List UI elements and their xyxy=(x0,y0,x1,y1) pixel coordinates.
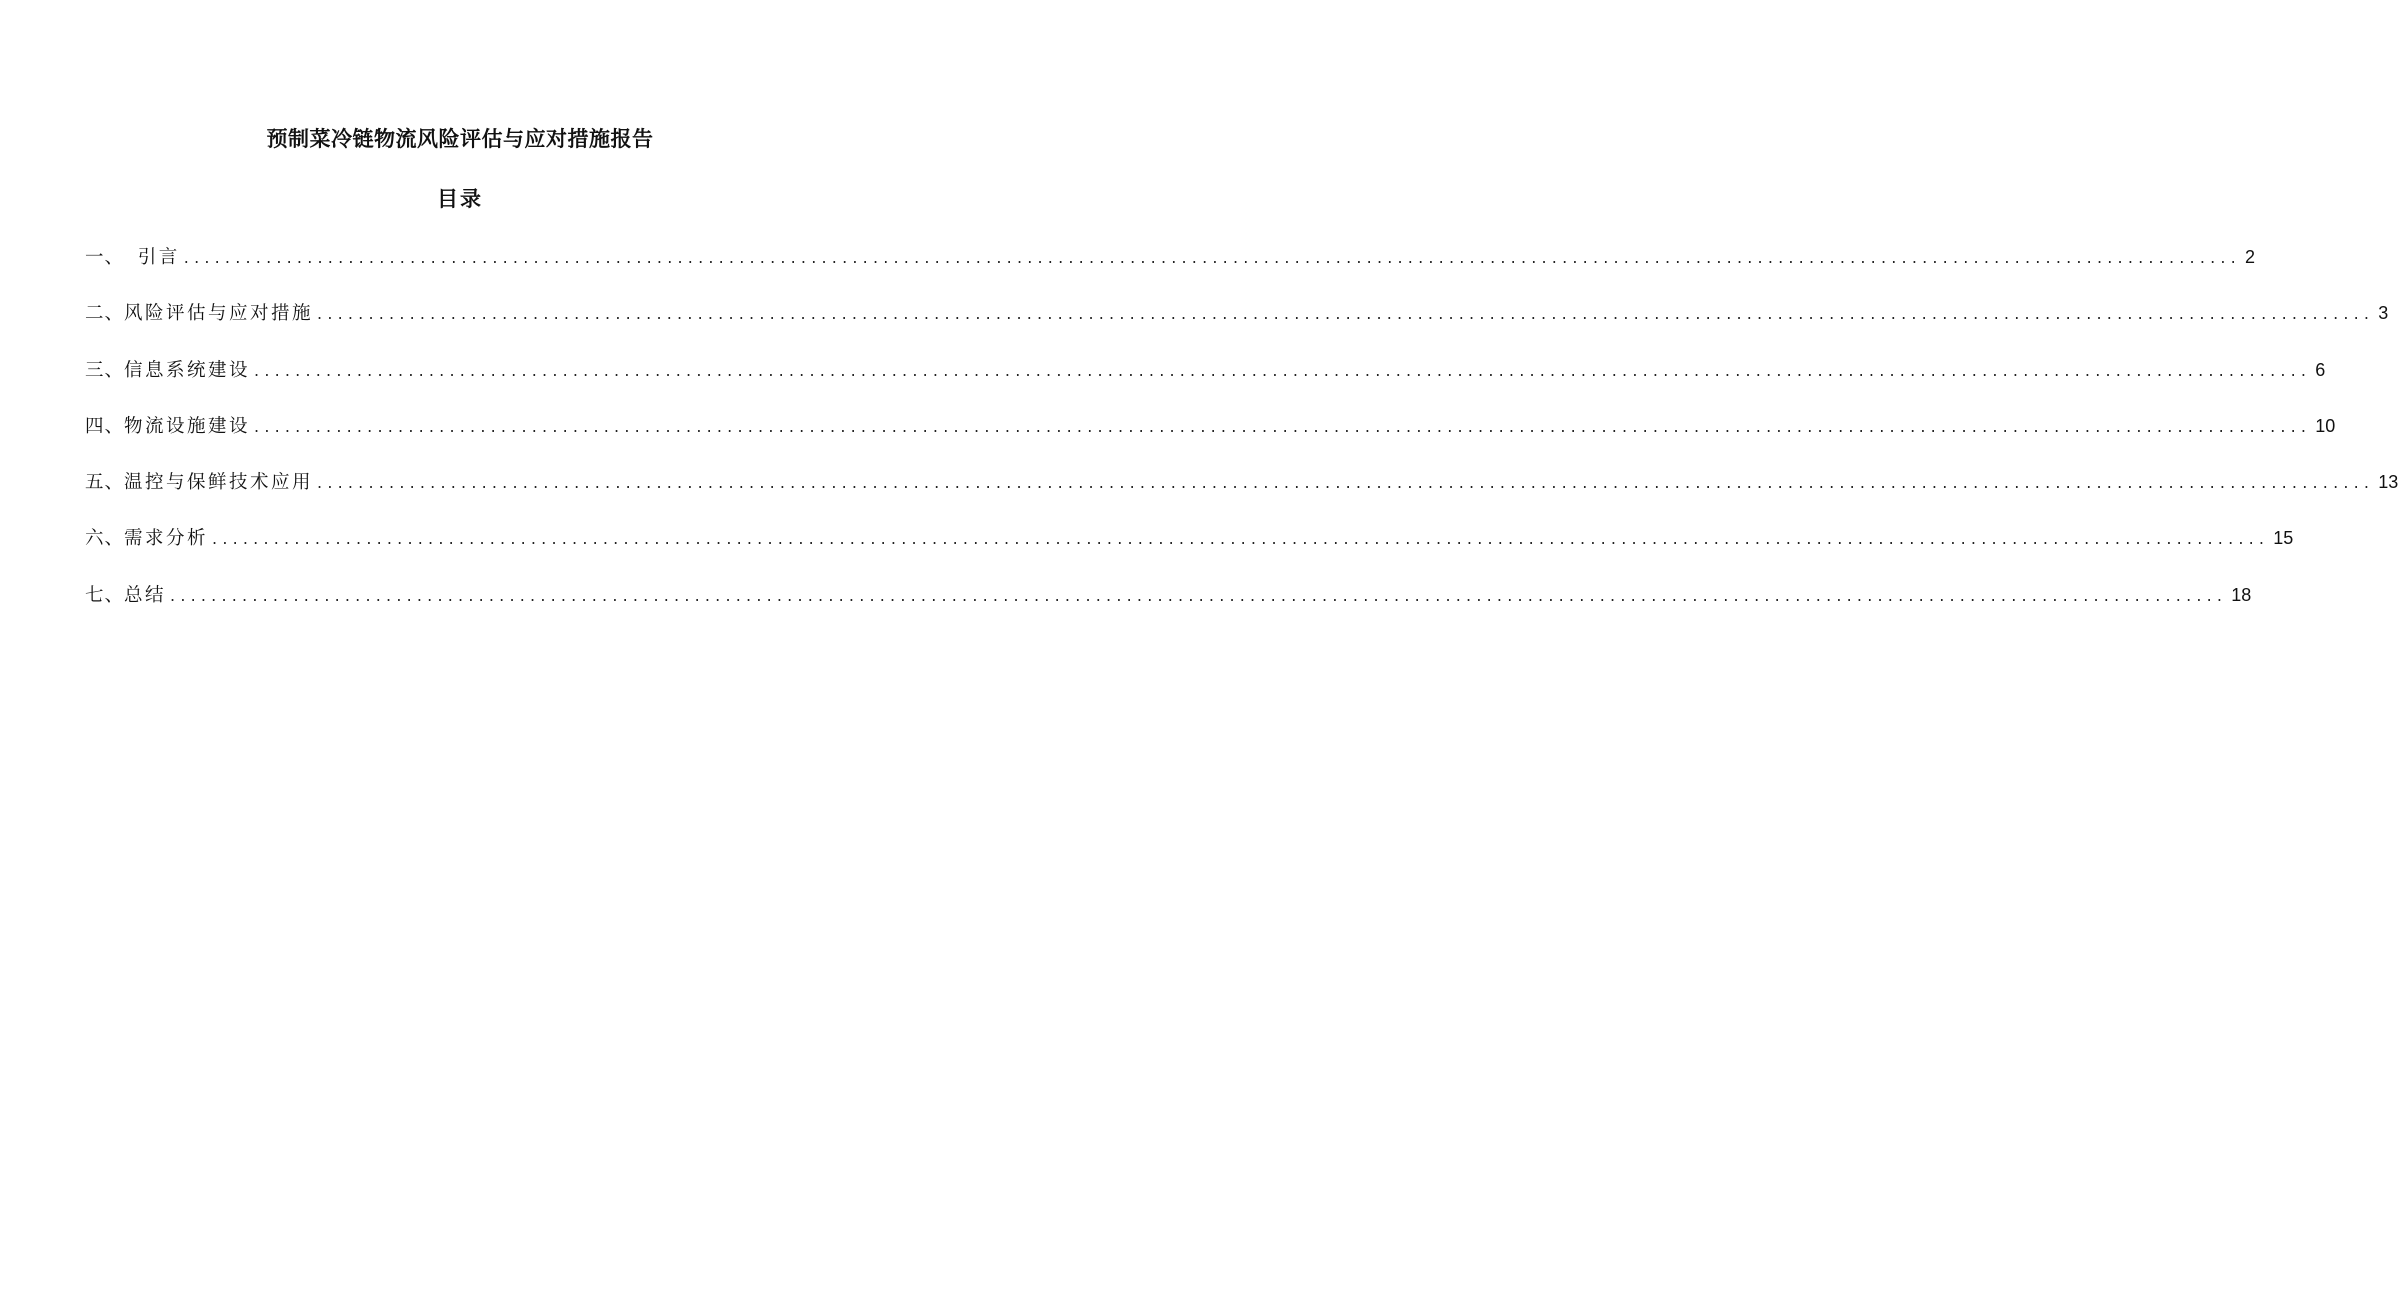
toc-entry-number: 七、 xyxy=(85,584,125,606)
toc-entry-logistics-facilities[interactable] xyxy=(85,409,2336,465)
table-of-contents xyxy=(85,240,2398,634)
toc-entry-risk-assessment[interactable] xyxy=(85,296,2389,352)
toc-entry-label: 总结 xyxy=(124,584,167,606)
dot-leader: ........................................................................................................................................................................................................ xyxy=(317,304,2375,324)
toc-entry-number: 五、 xyxy=(85,472,125,494)
toc-entry-page: 13 xyxy=(2378,472,2398,493)
dot-leader: ........................................................................................................................................................................................................ xyxy=(170,585,2228,605)
toc-entry-introduction[interactable] xyxy=(85,240,2255,296)
toc-entry-temperature-control[interactable] xyxy=(85,465,2398,521)
toc-entry-page: 6 xyxy=(2315,359,2326,380)
dot-leader: ........................................................................................................................................................................................................ xyxy=(183,248,2241,267)
toc-entry-number: 一、 xyxy=(85,247,138,268)
toc-entry-label: 风险评估与应对措施 xyxy=(124,303,314,325)
toc-entry-page: 15 xyxy=(2273,528,2294,549)
dot-leader: ........................................................................................................................................................................................................ xyxy=(212,529,2270,549)
toc-heading: 目录 xyxy=(437,186,483,211)
document-title: 预制菜冷链物流风险评估与应对措施报告 xyxy=(266,126,654,151)
toc-entry-number: 六、 xyxy=(85,528,125,550)
toc-entry-demand-analysis[interactable] xyxy=(85,521,2294,577)
toc-entry-information-system[interactable] xyxy=(85,353,2326,409)
toc-entry-page: 2 xyxy=(2244,247,2255,267)
toc-entry-number: 四、 xyxy=(85,415,125,437)
dot-leader: ........................................................................................................................................................................................................ xyxy=(254,360,2312,380)
toc-entry-label: 物流设施建设 xyxy=(124,415,251,437)
dot-leader: ........................................................................................................................................................................................................ xyxy=(317,473,2375,493)
toc-entry-page: 10 xyxy=(2315,415,2336,436)
toc-entry-label: 引言 xyxy=(137,247,180,268)
toc-entry-label: 信息系统建设 xyxy=(124,359,251,381)
toc-entry-number: 三、 xyxy=(85,359,125,381)
toc-entry-page: 3 xyxy=(2378,303,2389,324)
toc-entry-summary[interactable] xyxy=(85,578,2252,634)
toc-entry-number: 二、 xyxy=(85,303,125,325)
toc-entry-page: 18 xyxy=(2231,584,2252,605)
toc-entry-label: 需求分析 xyxy=(124,528,209,550)
toc-entry-label: 温控与保鲜技术应用 xyxy=(124,472,314,494)
dot-leader: ........................................................................................................................................................................................................ xyxy=(254,416,2312,436)
